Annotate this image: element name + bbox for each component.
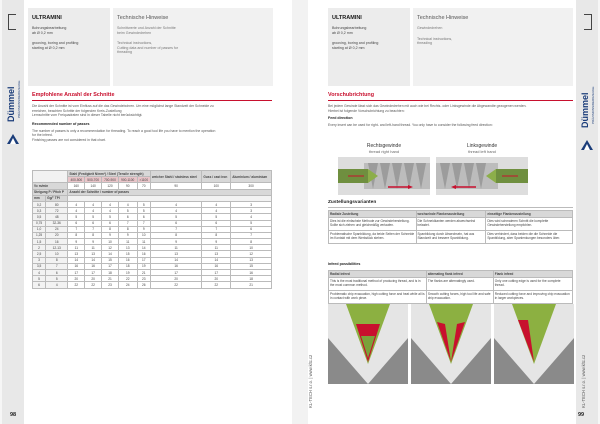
- range-de-1: Bohrungsbearbeitung: [32, 26, 67, 30]
- infeed-col-2: wechselnde Flankenzustellung: [416, 211, 486, 218]
- passes-cell: 4: [85, 208, 102, 214]
- product-title: ULTRAMINI: [332, 15, 362, 21]
- pitch-label: Steigung P / Pitch P: [33, 189, 68, 195]
- pitch-cell: 1,0: [33, 226, 46, 232]
- notes-title: Technische Hinweise: [417, 15, 469, 21]
- passes-cell: 24: [118, 282, 137, 288]
- passes-cell: 7: [231, 232, 272, 238]
- passes-cell: 14: [150, 257, 201, 263]
- vc-cell: 160: [68, 183, 85, 189]
- passes-cell: 16: [150, 263, 201, 269]
- infeed-col-2: alternating flank infeed: [426, 271, 493, 278]
- passes-cell: 7: [118, 220, 137, 226]
- feed-title: Feed direction: [328, 116, 353, 121]
- flank-infeed-illustration: [494, 304, 574, 384]
- left-side-strip: [2, 0, 24, 424]
- passes-cell: 4: [102, 208, 119, 214]
- passes-cell: 6: [150, 220, 201, 226]
- pitch-cell: 6: [33, 282, 46, 288]
- notes-en-1: Technical instructions,: [417, 36, 453, 41]
- product-header-box: [28, 8, 110, 86]
- notes-en-2: threading: [417, 41, 432, 46]
- passes-cell: 7: [137, 220, 150, 226]
- passes-cell: 4: [68, 201, 85, 207]
- passes-cell: 13: [150, 251, 201, 257]
- passes-cell: 5: [137, 201, 150, 207]
- passes-cell: 18: [102, 270, 119, 276]
- vc-cell: 140: [85, 183, 102, 189]
- passes-cell: 9: [202, 239, 231, 245]
- passes-cell: 17: [137, 257, 150, 263]
- passes-cell: 17: [68, 270, 85, 276]
- tpi-cell: 6: [46, 270, 68, 276]
- section-divider: [32, 100, 272, 101]
- passes-cell: 9: [118, 232, 137, 238]
- passes-cell: 15: [118, 251, 137, 257]
- infeed-cell: Problematische Spanbildung, da beide Seiten der Schneide im Kontakt mit dem Werkstück stehen.: [329, 231, 417, 244]
- passes-cell: 13: [68, 251, 85, 257]
- infeed-col-3: einseitige Flankenzustellung: [486, 211, 573, 218]
- passes-cell: 21: [137, 270, 150, 276]
- passes-cell: 20: [68, 276, 85, 282]
- passes-cell: 17: [102, 263, 119, 269]
- notes-header-box: [413, 8, 573, 86]
- passes-cell: 16: [68, 263, 85, 269]
- tpi-cell: 5: [46, 276, 68, 282]
- pitch-cell: 2,5: [33, 251, 46, 257]
- right-side-strip: [576, 0, 598, 424]
- passes-cell: 22: [118, 276, 137, 282]
- infeed-de-table: [328, 210, 573, 244]
- notes-en-1: Technical instructions,: [117, 41, 153, 46]
- passes-cell: 16: [137, 251, 150, 257]
- passes-cell: 14: [102, 251, 119, 257]
- notes-title: Technische Hinweise: [117, 15, 169, 21]
- passes-table: [32, 170, 272, 289]
- vertical-web-left: KL-TECH s.r.o. | www.kltc.cz: [308, 354, 313, 408]
- vc-cell: 70: [137, 183, 150, 189]
- pitch-cell: 1,25: [33, 232, 46, 238]
- steel-header: Stahl (Festigkeit N/mm²) / Steel (Tensile strength): [68, 171, 151, 177]
- passes-cell: 23: [102, 282, 119, 288]
- passes-cell: 7: [85, 226, 102, 232]
- passes-cell: 6: [102, 220, 119, 226]
- tpi-cell: 12-13: [46, 245, 68, 251]
- tpi-cell: 7: [46, 263, 68, 269]
- passes-cell: 14: [202, 257, 231, 263]
- cast-header: Guss / cast iron: [202, 171, 231, 183]
- passes-cell: 5: [85, 214, 102, 220]
- passes-cell: 8: [68, 232, 85, 238]
- passes-cell: 11: [202, 245, 231, 251]
- passes-cell: 6: [231, 226, 272, 232]
- passes-cell: 4: [202, 208, 231, 214]
- page-edge-mark: [8, 14, 16, 30]
- para-de-1: Die Anzahl der Schnitte ist vom Einfluss auf die das Gewindebohren. Um eine möglichst lange Standzeit der Schneide zu: [32, 104, 214, 108]
- passes-cell: 13: [231, 257, 272, 263]
- passes-cell: 8: [202, 232, 231, 238]
- infeed-cell: Dies verhindert, dass beiden die die Schneide die Spanbildung, aber Spanlenkungen besonders über.: [486, 231, 573, 244]
- notes-en-2: Cutting data and number of passes for: [117, 45, 179, 50]
- passes-cell: 26: [137, 282, 150, 288]
- infeed-cell: This is the most traditional method of producing thread, and is in the most common method.: [329, 278, 427, 291]
- infeed-col-1: Radial infeed: [329, 271, 427, 278]
- feed-text: [328, 104, 573, 128]
- passes-cell: 7: [68, 226, 85, 232]
- brand-logo-icon: [7, 134, 19, 144]
- para-de-2: erreichen, beachten Schritte der folgenden Kreis-Zustellung: [32, 108, 122, 113]
- rh-title: Rechtsgewinde: [366, 143, 402, 149]
- infeed-col-3: Flank infeed: [493, 271, 572, 278]
- vc-cell: 100: [202, 183, 231, 189]
- passes-cell: 22: [68, 282, 85, 288]
- mm-label: mm: [33, 195, 46, 201]
- right-page: [308, 0, 598, 424]
- passes-cell: 15: [102, 257, 119, 263]
- lh-subtitle: thread left hand: [468, 149, 496, 154]
- pitch-cell: 1,5: [33, 239, 46, 245]
- passes-cell: 16: [231, 270, 272, 276]
- tpi-cell: 10: [46, 251, 68, 257]
- rh-thread-illustration: [338, 157, 430, 195]
- passes-cell: 17: [202, 270, 231, 276]
- tpi-cell: 48: [46, 214, 68, 220]
- range-cell: 500-700: [85, 177, 102, 183]
- passes-cell: 20: [85, 276, 102, 282]
- tpi-cell: 4: [46, 282, 68, 288]
- passes-cell: 6: [118, 214, 137, 220]
- pitch-cell: 0,3: [33, 208, 46, 214]
- passes-cell: 5: [231, 220, 272, 226]
- rh-subtitle: thread right hand: [368, 149, 400, 154]
- passes-cell: 13: [202, 251, 231, 257]
- passes-cell: 8: [231, 239, 272, 245]
- pitch-cell: 4: [33, 270, 46, 276]
- product-header-box: [328, 8, 410, 86]
- rh-caption: [348, 143, 420, 154]
- passes-cell: 8: [150, 232, 201, 238]
- passes-cell: 12: [102, 245, 119, 251]
- passes-cell: 16: [202, 263, 231, 269]
- pitch-cell: 3,5: [33, 263, 46, 269]
- passes-cell: 9: [102, 232, 119, 238]
- para-en-2: for the infeed.: [32, 133, 53, 138]
- passes-cell: 19: [118, 270, 137, 276]
- notes-de-1: Schnittwerte und Anzahl der Schnitte: [117, 26, 176, 30]
- passes-cell: 14: [137, 245, 150, 251]
- range-en-2: starting at Ø 0,2 mm: [332, 45, 365, 50]
- tpi-label: Gg/" TPI: [46, 195, 68, 201]
- passes-cell: 6: [68, 220, 85, 226]
- range-de-2: ab Ø 0,2 mm: [332, 30, 353, 35]
- passes-cell: 21: [102, 276, 119, 282]
- passes-cell: 4: [231, 214, 272, 220]
- range-de-2: ab Ø 0,2 mm: [32, 30, 53, 35]
- passes-cell: 3: [231, 201, 272, 207]
- infeed-col-1: Radiale Zustellung: [329, 211, 417, 218]
- infeed-cell: Die Schneidkanten werden abwechselnd belastet.: [416, 218, 486, 231]
- pitch-cell: 3: [33, 257, 46, 263]
- tpi-cell: 72: [46, 208, 68, 214]
- infeed-cell: Only one cutting edge is used for the complete thread.: [493, 278, 572, 291]
- range-de-1: Bohrungsbearbeitung: [332, 26, 367, 30]
- brand-subtitle: PRÄZISIONSWERKZEUGE: [17, 80, 21, 118]
- vc-label: Vc m/min: [33, 183, 68, 189]
- passes-cell: 5: [137, 208, 150, 214]
- alternating-infeed-illustration: [411, 304, 491, 384]
- passes-cell: 5: [68, 214, 85, 220]
- passes-cell: 4: [118, 201, 137, 207]
- vc-cell: 90: [150, 183, 201, 189]
- passes-cell: 4: [85, 201, 102, 207]
- notes-en-3: threading: [117, 50, 132, 55]
- tpi-cell: 80: [46, 201, 68, 207]
- passes-cell: 4: [150, 208, 201, 214]
- product-title: ULTRAMINI: [32, 15, 62, 21]
- passes-cell: 10: [137, 232, 150, 238]
- passes-cell: 16: [85, 263, 102, 269]
- passes-cell: 11: [150, 245, 201, 251]
- vc-cell: 120: [102, 183, 119, 189]
- notes-de-2: beim Gewindedrehen: [117, 30, 152, 35]
- intro-text: [32, 104, 272, 143]
- passes-cell: 9: [68, 239, 85, 245]
- table-row: [33, 282, 272, 288]
- pitch-cell: 0,75: [33, 220, 46, 226]
- passes-cell: 7: [202, 226, 231, 232]
- passes-cell: 13: [85, 251, 102, 257]
- para-en-3: Finishing passes are not considered in that chart.: [32, 137, 106, 142]
- vc-cell: 90: [118, 183, 137, 189]
- passes-cell: 14: [85, 257, 102, 263]
- infeed-cell: Spanbildung durch Abwechseln, hat aus Standzeit und bessere Spanbildung.: [416, 231, 486, 244]
- range-en-1: grooving, boring and profiling: [32, 41, 79, 46]
- lh-thread-illustration: [436, 157, 528, 195]
- passes-cell: 18: [231, 276, 272, 282]
- tpi-cell: 24: [46, 226, 68, 232]
- passes-cell: 22: [85, 282, 102, 288]
- passes-cell: 22: [150, 282, 201, 288]
- para-en-1: Every insert can be used for right- and left-hand thread. You only have to consider the following feed direction:: [328, 123, 493, 128]
- lh-title: Linksgewinde: [466, 143, 498, 149]
- passes-cell: 7: [150, 226, 201, 232]
- passes-cell: 22: [202, 282, 231, 288]
- passes-cell: 16: [118, 257, 137, 263]
- passes-cell: 20: [150, 276, 201, 282]
- passes-cell: 15: [231, 263, 272, 269]
- passes-cell: 4: [150, 201, 201, 207]
- passes-cell: 11: [85, 245, 102, 251]
- stainless-header: weicher Stahl / stainless steel: [150, 171, 201, 183]
- range-cell: 700-900: [102, 177, 119, 183]
- passes-cell: 21: [231, 282, 272, 288]
- pitch-cell: 2: [33, 245, 46, 251]
- passes-cell: 5: [102, 214, 119, 220]
- passes-cell: 10: [231, 245, 272, 251]
- passes-cell: 8: [102, 226, 119, 232]
- alu-header: Aluminium / aluminium: [231, 171, 272, 183]
- passes-label: Anzahl der Schnitte / number of passes: [68, 189, 272, 195]
- para-de-3: Lernschritte vom Freiquadraten sind in dieser Tabelle nicht berücksichtigt.: [32, 113, 143, 118]
- passes-cell: 6: [137, 214, 150, 220]
- passes-cell: 6: [85, 220, 102, 226]
- brand-logo-text: Dümmel: [580, 92, 590, 128]
- tpi-cell: 16: [46, 239, 68, 245]
- recommended-title: Recommended number of passes: [32, 121, 90, 126]
- infeed-cell: Reduced cutting force and improving chip evacuation in larger workpieces.: [493, 291, 572, 304]
- brand-logo-icon: [581, 140, 593, 150]
- pass-rows: [33, 201, 272, 288]
- lh-caption: [446, 143, 518, 154]
- range-cell: >1100: [137, 177, 150, 183]
- passes-cell: 11: [137, 239, 150, 245]
- para-en-1: The number of passes is only a recommendation for threading. To reach a good tool life you have to mention the operation: [32, 128, 216, 133]
- passes-cell: 8: [85, 232, 102, 238]
- passes-cell: 14: [68, 257, 85, 263]
- table-corner: [33, 171, 68, 183]
- tpi-cell: 32-36: [46, 220, 68, 226]
- infeed-divider: [328, 207, 573, 208]
- para-de-2: Hierbei ist folgende Vorschubrichtung zu beachten:: [328, 108, 405, 113]
- passes-cell: 8: [118, 226, 137, 232]
- passes-cell: 12: [231, 251, 272, 257]
- brand-subtitle: PRÄZISIONSWERKZEUGE: [591, 86, 595, 124]
- page-number: 99: [578, 412, 585, 418]
- vertical-web-right: KL-TECH s.r.o. | www.kltc.cz: [581, 354, 586, 408]
- range-en-1: grooving, boring and profiling: [332, 41, 379, 46]
- passes-cell: 5: [118, 208, 137, 214]
- passes-cell: 4: [68, 208, 85, 214]
- vc-cell: 300: [231, 183, 272, 189]
- passes-cell: 5: [150, 214, 201, 220]
- infeed-en-table: [328, 270, 573, 304]
- range-cell: 400-500: [68, 177, 85, 183]
- passes-cell: 4: [102, 201, 119, 207]
- infeed-cell: Dies ist die einfachste Methode zur Gewindeherstellung. Sollte sich ziehen und gleichmäßig verlaufen.: [329, 218, 417, 231]
- tpi-cell: 20: [46, 232, 68, 238]
- passes-cell: 9: [85, 239, 102, 245]
- passes-cell: 20: [202, 276, 231, 282]
- passes-cell: 9: [150, 239, 201, 245]
- passes-cell: 13: [118, 245, 137, 251]
- passes-cell: 11: [118, 239, 137, 245]
- tpi-cell: 8: [46, 257, 68, 263]
- page-gutter: [292, 0, 308, 424]
- passes-cell: 4: [202, 201, 231, 207]
- passes-cell: 10: [102, 239, 119, 245]
- radial-infeed-illustration: [328, 304, 408, 384]
- passes-cell: 3: [231, 208, 272, 214]
- infeed-cell: Smooth cutting forces, high tool life and safe chip evacuation.: [426, 291, 493, 304]
- passes-cell: 9: [137, 226, 150, 232]
- passes-cell: 19: [137, 263, 150, 269]
- section-title: Empfohlene Anzahl der Schnitte: [32, 92, 115, 98]
- notes-header-box: [113, 8, 273, 86]
- passes-cell: 5: [202, 214, 231, 220]
- pitch-cell: 5: [33, 276, 46, 282]
- pitch-cell: 0,5: [33, 214, 46, 220]
- infeed-title: Zustellungsvarianten: [328, 200, 377, 205]
- notes-de-1: Gewindedrehen: [417, 26, 443, 30]
- infeed-cell: Dies wird schmaleren Schnitt die komplette Gewindeherstellung empfohlen.: [486, 218, 573, 231]
- passes-cell: 23: [137, 276, 150, 282]
- range-en-2: starting at Ø 0,2 mm: [32, 45, 65, 50]
- passes-cell: 18: [118, 263, 137, 269]
- feed-section-title: Vorschubrichtung: [328, 92, 375, 98]
- page-edge-mark: [584, 14, 592, 30]
- pitch-cell: 0,2: [33, 201, 46, 207]
- infeed-cell: The flanks are alternatingly used.: [426, 278, 493, 291]
- passes-cell: 17: [150, 270, 201, 276]
- passes-cell: 17: [85, 270, 102, 276]
- range-cell: 900-1100: [118, 177, 137, 183]
- passes-cell: 11: [68, 245, 85, 251]
- page-number: 98: [10, 412, 17, 418]
- infeed-en-title: Infeed possibilities: [328, 262, 361, 266]
- section-divider: [328, 100, 573, 101]
- passes-cell: 6: [202, 220, 231, 226]
- infeed-cell: Problematic chip evacuation, high cutting force and heat while all is in contact with work piece.: [329, 291, 427, 304]
- para-de-1: Bei jedem Gewinde lässt sich das Gewindedrehen mit auch wie bei Rechts- oder Linksgewinde die Abgewandte gezogenen werden.: [328, 104, 527, 108]
- left-page: [2, 0, 292, 424]
- brand-logo-text: Dümmel: [6, 86, 16, 122]
